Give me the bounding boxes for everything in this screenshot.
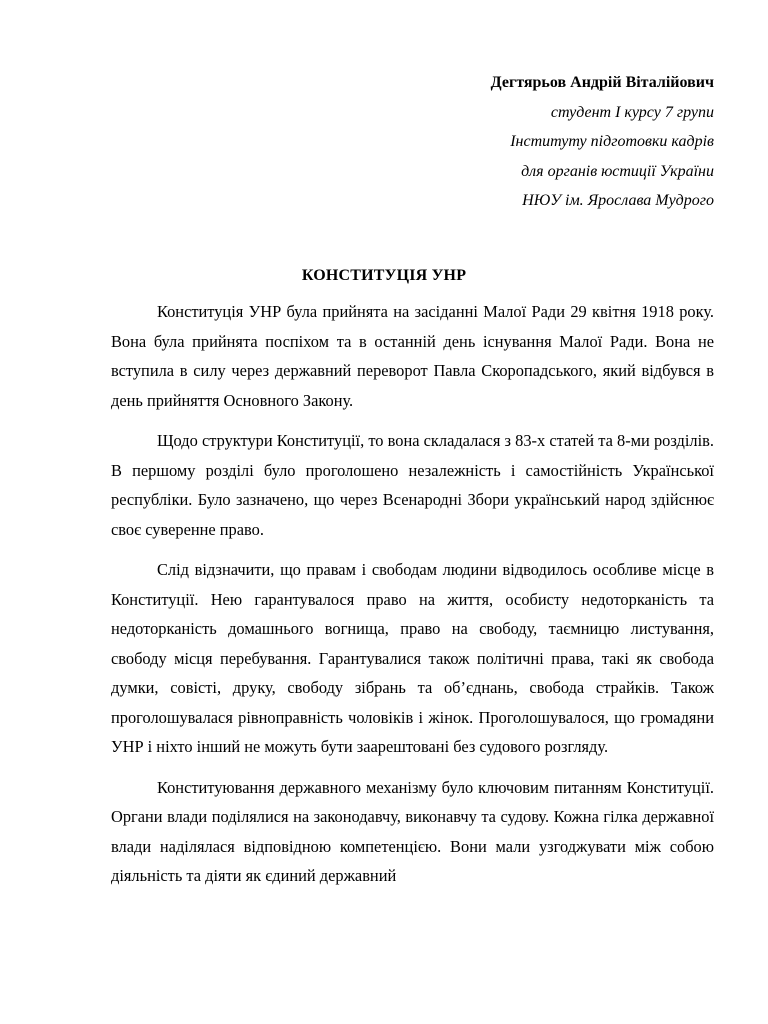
author-institute-purpose: для органів юстиції України (521, 162, 714, 180)
paragraph-state-mechanism: Конституювання державного механізму було ключовим питанням Конституції. Органи влади поділялися на законодавчу, виконавчу та судову. Кожна гілка державної влади наділялася відповідною компетенцією. Вони мали узгоджувати між собою діяльність та діяти як єдиний державний (111, 777, 714, 885)
author-block (491, 68, 714, 216)
paragraph-structure: Щодо структури Конституції, то вона складалася з 83-х статей та 8-ми розділів. В першому розділі було проголошено незалежність і самостійність Української республіки. Було зазначено, що через Всенародні Збори український народ здійснює своє суверенне право. (111, 431, 714, 539)
document-body (111, 297, 714, 902)
author-university: НЮУ ім. Ярослава Мудрого (522, 192, 714, 209)
author-name: Дегтярьов Андрій Віталійович (490, 74, 714, 91)
author-position: студент І курсу 7 групи (550, 103, 714, 121)
document-title: КОНСТИТУЦІЯ УНР (301, 267, 467, 284)
paragraph-rights: Слід відзначити, що правам і свободам людини відводилось особливе місце в Конституції. Нею гарантувалося право на життя, особисту недоторканість та недоторканість домашнього вогнища, право на свободу, таємницю листування, свободу місця перебування. Гарантувалися також політичні права, такі як свобода думки, совісті, друку, свободу зібрань та об’єднань, свобода страйків. Також проголошувалася рівноправність чоловіків і жінок. Проголошувалося, що громадяни УНР і ніхто інший не можуть бути заарештовані без судового розгляду. (111, 560, 714, 756)
paragraph-adoption: Конституція УНР була прийнята на засіданні Малої Ради 29 квітня 1918 року. Вона була прийнята поспіхом та в останній день існування Малої Ради. Вона не вступила в силу через державний переворот Павла Скоропадського, який відбувся в день прийняття Основного Закону. (111, 302, 714, 410)
author-institute: Інституту підготовки кадрів (510, 133, 714, 150)
